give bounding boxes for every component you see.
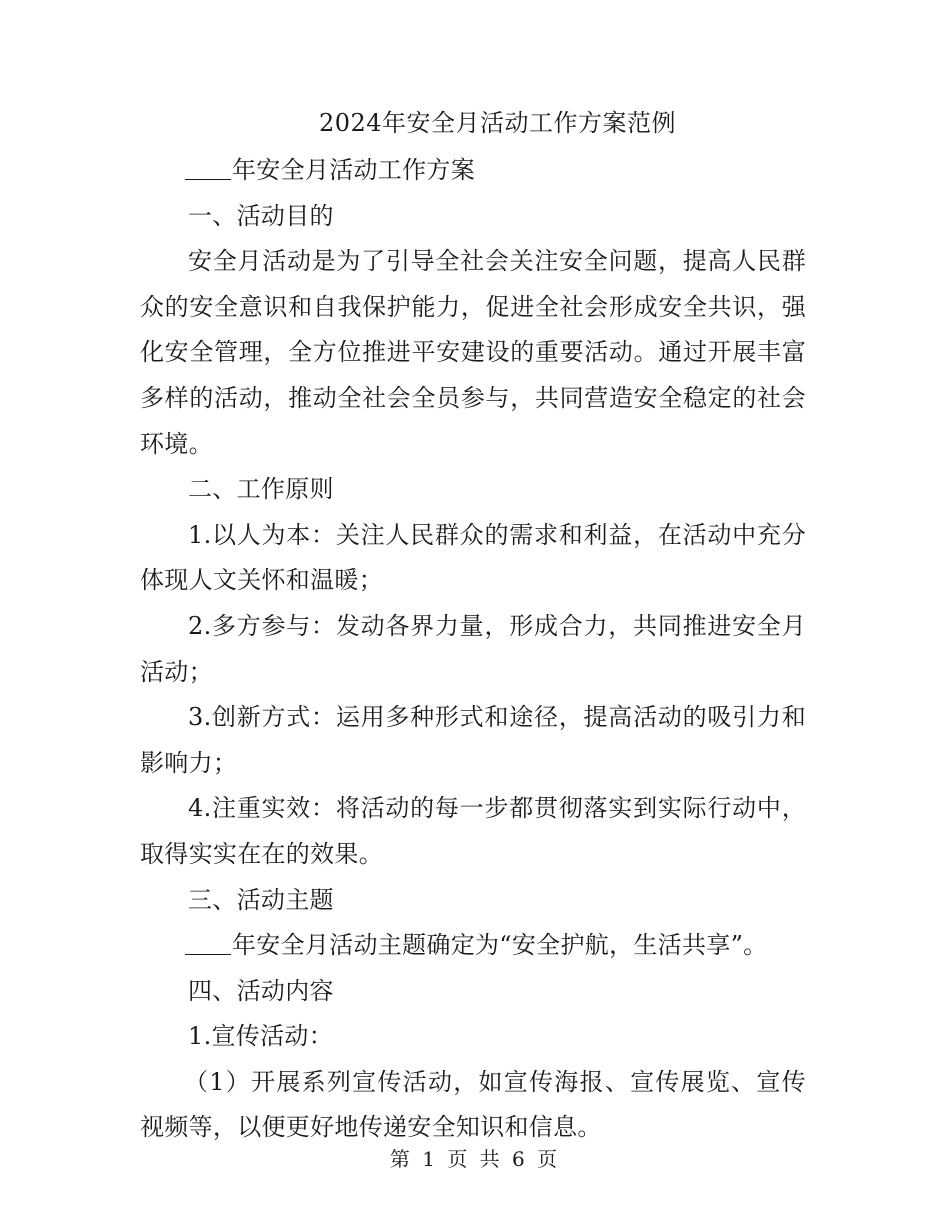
paragraph-text: 年安全月活动主题确定为“安全护航，生活共享”。 [232,931,768,960]
document-body [140,148,806,1151]
section-heading: 二、工作原则 [188,475,334,504]
paragraph-text: 年安全月活动工作方案 [232,156,475,184]
paragraph-purpose: 安全月活动是为了引导全社会关注安全问题，提高人民群众的安全意识和自我保护能力，促进全社会形成安全共识，强化安全管理，全方位推进平安建设的重要活动。通过开展丰富多样的活动，推动全社会全员参与，共同营造安全稳定的社会环境。 [140,247,806,458]
document-title: 2024年安全月活动工作方案范例 [318,109,677,137]
paragraph-subtitle [140,148,806,194]
fill-in-blank [185,932,231,955]
page-number: 第 1 页 共 6 页 [389,1147,561,1171]
list-item: 2.多方参与：发动各界力量，形成合力，共同推进安全月活动； [140,611,806,686]
list-item: 4.注重实效：将活动的每一步都贯彻落实到实际行动中，取得实实在在的效果。 [140,794,806,868]
fill-in-blank [185,157,231,180]
list-item: 1.宣传活动： [188,1022,333,1051]
list-item: 1.以人为本：关注人民群众的需求和利益，在活动中充分体现人文关怀和温暖； [140,520,806,595]
list-subitem: （1）开展系列宣传活动，如宣传海报、宣传展览、宣传视频等，以便更好地传递安全知识和信息。 [140,1067,806,1142]
section-heading: 一、活动目的 [188,201,334,230]
list-item: 3.创新方式：运用多种形式和途径，提高活动的吸引力和影响力； [140,703,806,777]
section-heading: 三、活动主题 [188,885,334,914]
section-heading: 四、活动内容 [188,976,334,1005]
paragraph-theme [140,923,806,969]
